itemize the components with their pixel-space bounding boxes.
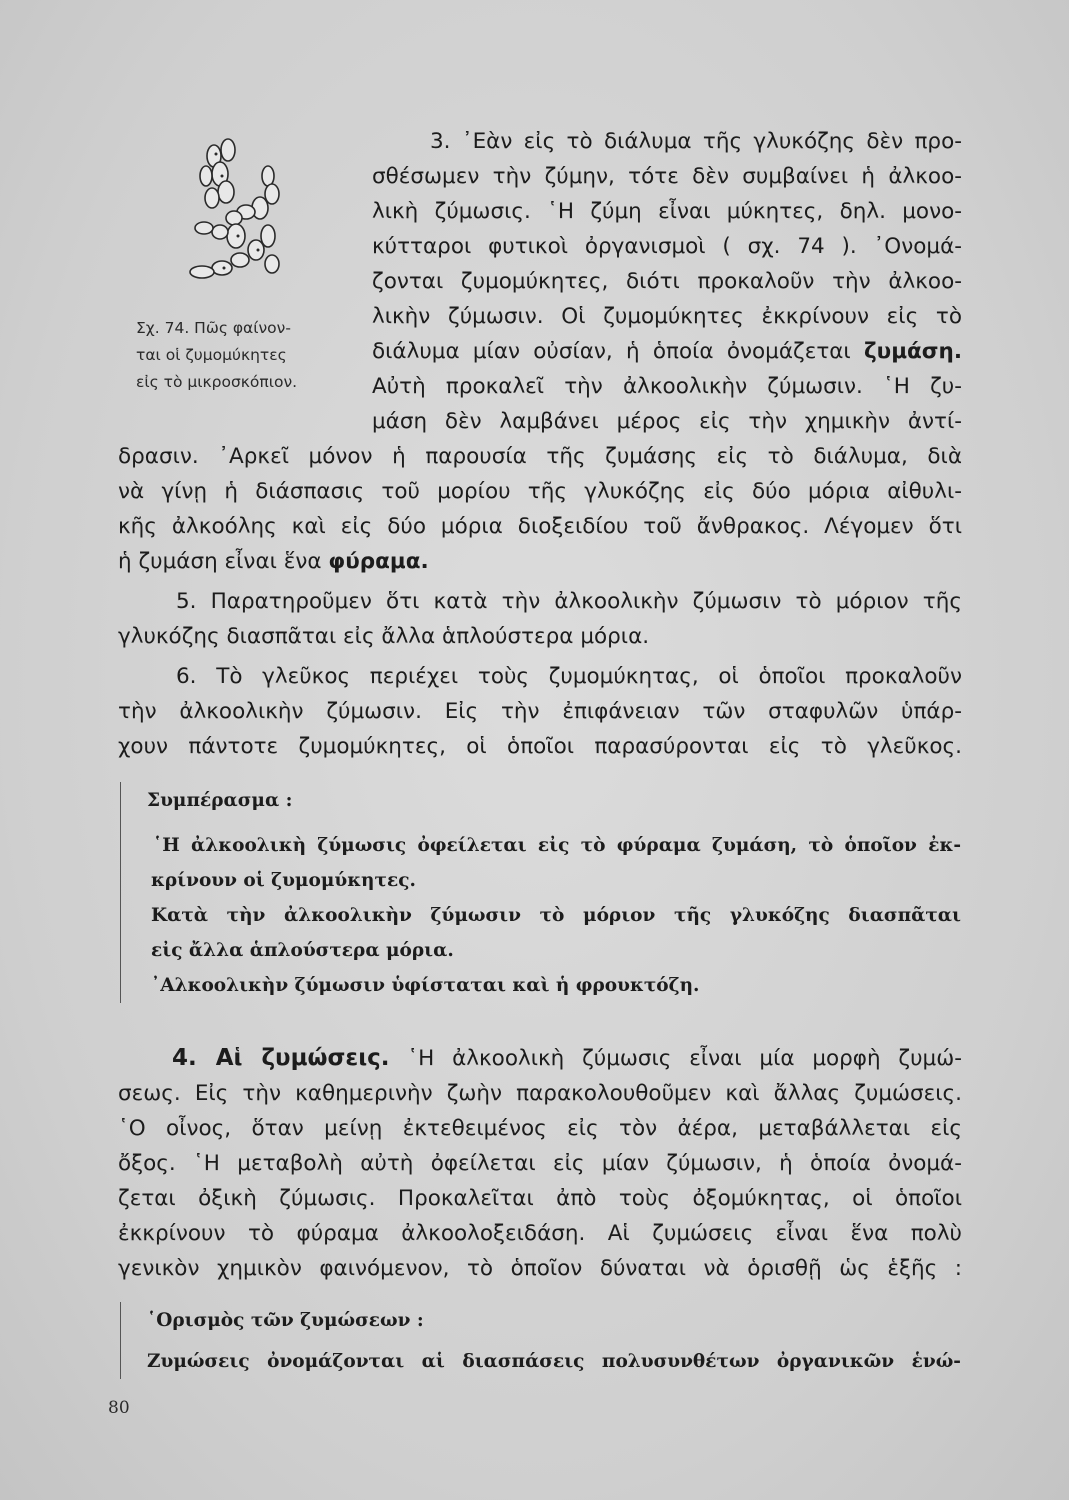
text-line: κῆς ἀλκοόλης καὶ εἰς δύο μόρια διοξειδίου τοῦ ἄνθρακος. Λέγομεν ὅτι: [118, 514, 962, 539]
text-line: ῾Ο οἶνος, ὅταν μείνῃ ἐκτεθειμένος εἰς τὸν ἀέρα, μεταβάλλεται εἰς: [118, 1116, 962, 1141]
text-line: Αὐτὴ προκαλεῖ τὴν ἀλκοολικὴν ζύμωσιν. ῾Η ζυ-: [372, 374, 962, 399]
text-line: 6. Τὸ γλεῦκος περιέχει τοὺς ζυμομύκητας, οἱ ὁποῖοι προκαλοῦν: [176, 664, 962, 689]
text-line: ὄξος. ῾Η μεταβολὴ αὐτὴ ὀφείλεται εἰς μίαν ζύμωσιν, ἡ ὁποία ὀνομά-: [118, 1151, 962, 1176]
bold-term: φύραμα.: [328, 549, 429, 574]
conclusion-box: [120, 782, 963, 1003]
paragraph-5: [118, 584, 962, 654]
text-line: [118, 544, 962, 579]
text-line: τὴν ἀλκοολικὴν ζύμωσιν. Εἰς τὴν ἐπιφάνειαν τῶν σταφυλῶν ὑπάρ-: [118, 699, 962, 724]
text-line: γλυκόζης διασπᾶται εἰς ἄλλα ἁπλούστερα μόρια.: [118, 624, 650, 649]
paragraph-3-continued: [118, 439, 962, 579]
yeast-cells-illustration: [176, 132, 294, 302]
text-line: ζονται ζυμομύκητες, διότι προκαλοῦν τὴν ἀλκοο-: [372, 269, 962, 294]
conclusion-line: κρίνουν οἱ ζυμομύκητες.: [151, 870, 416, 891]
definition-line: Ζυμώσεις ὀνομάζονται αἱ διασπάσεις πολυσυνθέτων ὀργανικῶν ἑνώ-: [147, 1351, 961, 1372]
conclusion-line: εἰς ἄλλα ἁπλούστερα μόρια.: [151, 940, 454, 961]
text-line: σεως. Εἰς τὴν καθημερινὴν ζωὴν παρακολουθοῦμεν καὶ ἄλλας ζυμώσεις.: [118, 1081, 962, 1106]
caption-line: Σχ. 74. Πῶς φαίνον-: [136, 319, 291, 337]
section-4: [118, 1041, 962, 1286]
text-line: λικὴν ζύμωσιν. Οἱ ζυμομύκητες ἐκκρίνουν εἰς τὸ: [372, 304, 962, 329]
definition-box: [120, 1302, 963, 1379]
conclusion-line: Κατὰ τὴν ἀλκοολικὴν ζύμωσιν τὸ μόριον τῆς γλυκόζης διασπᾶται: [151, 905, 961, 926]
conclusion-title: Συμπέρασμα :: [147, 790, 293, 811]
paragraph-3: [372, 124, 962, 439]
paragraph-6: [118, 659, 962, 764]
text-run: διάλυμα μίαν οὐσίαν, ἡ ὁποία ὀνομάζεται: [372, 339, 864, 364]
text-run: ἡ ζυμάση εἶναι ἕνα: [118, 549, 329, 574]
text-line: χουν πάντοτε ζυμομύκητες, οἱ ὁποῖοι παρασύρονται εἰς τὸ γλεῦκος.: [118, 734, 962, 759]
text-line: ἐκκρίνουν τὸ φύραμα ἀλκοολοξειδάση. Αἱ ζυμώσεις εἶναι ἕνα πολὺ: [118, 1221, 962, 1246]
text-line: ζεται ὀξικὴ ζύμωσις. Προκαλεῖται ἀπὸ τοὺς ὀξομύκητας, οἱ ὁποῖοι: [118, 1186, 962, 1211]
page-number: 80: [108, 1398, 130, 1418]
text-line: [118, 1041, 962, 1076]
text-line: μάση δὲν λαμβάνει μέρος εἰς τὴν χημικὴν ἀντί-: [372, 409, 962, 434]
text-line: γενικὸν χημικὸν φαινόμενον, τὸ ὁποῖον δύναται νὰ ὁρισθῇ ὡς ἑξῆς :: [118, 1256, 962, 1281]
text-line: 3. ᾿Εὰν εἰς τὸ διάλυμα τῆς γλυκόζης δὲν προ-: [430, 129, 962, 154]
section-heading: 4. Αἱ ζυμώσεις.: [172, 1045, 390, 1071]
caption-line: εἰς τὸ μικροσκόπιον.: [136, 373, 298, 391]
conclusion-line: ᾿Αλκοολικὴν ζύμωσιν ὑφίσταται καὶ ἡ φρουκτόζη.: [151, 975, 700, 996]
text-line: σθέσωμεν τὴν ζύμην, τότε δὲν συμβαίνει ἡ ἀλκοο-: [372, 164, 962, 189]
text-run: ῾Η ἀλκοολικὴ ζύμωσις εἶναι μία μορφὴ ζυμώ-: [389, 1046, 962, 1071]
conclusion-line: ῾Η ἀλκοολικὴ ζύμωσις ὀφείλεται εἰς τὸ φύραμα ζυμάση, τὸ ὁποῖον ἐκ-: [153, 835, 961, 856]
text-line: κύτταροι φυτικοὶ ὀργανισμοὶ ( σχ. 74 ). ᾿Ονομά-: [372, 234, 962, 259]
yeast-icon: [176, 132, 294, 302]
caption-line: ται οἱ ζυμομύκητες: [136, 346, 287, 364]
text-line: δρασιν. ᾿Αρκεῖ μόνον ἡ παρουσία τῆς ζυμάσης εἰς τὸ διάλυμα, διὰ: [118, 444, 962, 469]
bold-term: ζυμάση.: [863, 339, 962, 364]
text-line: [372, 334, 962, 369]
definition-title: ῾Ορισμὸς τῶν ζυμώσεων :: [147, 1310, 424, 1331]
text-line: νὰ γίνῃ ἡ διάσπασις τοῦ μορίου τῆς γλυκόζης εἰς δύο μόρια αἰθυλι-: [118, 479, 962, 504]
text-line: 5. Παρατηροῦμεν ὅτι κατὰ τὴν ἀλκοολικὴν ζύμωσιν τὸ μόριον τῆς: [176, 589, 962, 614]
figure-caption: [136, 315, 366, 396]
text-line: λικὴ ζύμωσις. ῾Η ζύμη εἶναι μύκητες, δηλ. μονο-: [372, 199, 962, 224]
